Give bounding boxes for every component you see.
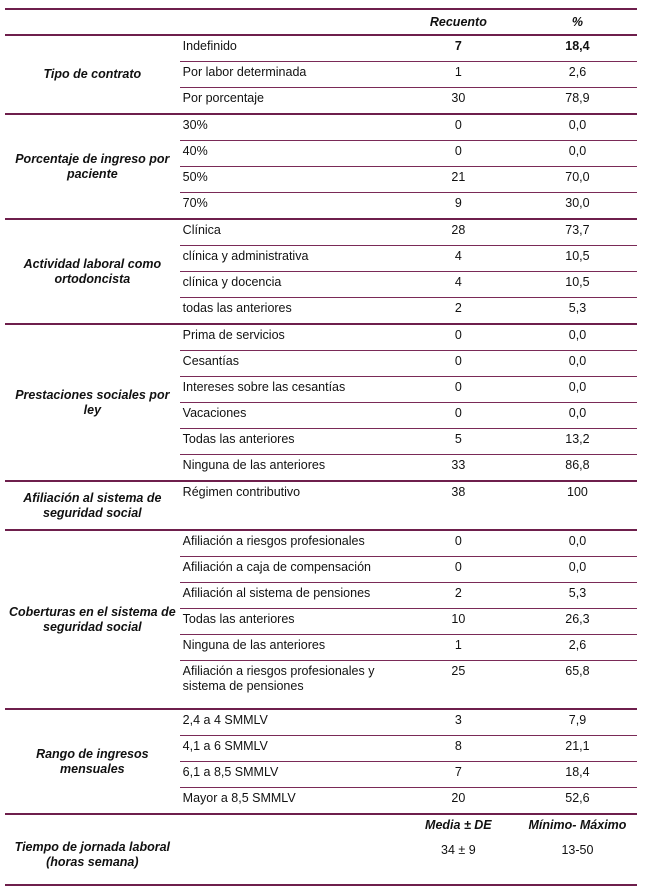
row-item: Afiliación a riesgos profesionales y sistema de pensiones <box>180 661 399 710</box>
row-pct: 26,3 <box>518 609 637 635</box>
group-label: Rango de ingresos mensuales <box>5 709 180 814</box>
row-count: 3 <box>399 709 518 736</box>
row-count: 4 <box>399 272 518 298</box>
row-pct: 21,1 <box>518 736 637 762</box>
row-count: 0 <box>399 324 518 351</box>
row-item: Mayor a 8,5 SMMLV <box>180 788 399 815</box>
row-pct: 0,0 <box>518 114 637 141</box>
row-count: 0 <box>399 403 518 429</box>
row-count: 25 <box>399 661 518 710</box>
row-pct: 0,0 <box>518 351 637 377</box>
row-count: 2 <box>399 583 518 609</box>
row-item: Todas las anteriores <box>180 609 399 635</box>
row-item: 70% <box>180 193 399 220</box>
row-item: Por porcentaje <box>180 88 399 115</box>
row-pct: 73,7 <box>518 219 637 246</box>
header-range: Mínimo- Máximo <box>518 814 637 840</box>
row-count: 0 <box>399 377 518 403</box>
row-pct: 5,3 <box>518 298 637 325</box>
group-label: Tipo de contrato <box>5 35 180 114</box>
row-item: Afiliación al sistema de pensiones <box>180 583 399 609</box>
row-count: 38 <box>399 481 518 530</box>
footer-range: 13-50 <box>518 840 637 885</box>
row-count: 4 <box>399 246 518 272</box>
row-count: 5 <box>399 429 518 455</box>
header-pct: % <box>571 15 584 29</box>
row-count: 2 <box>399 298 518 325</box>
row-item: Intereses sobre las cesantías <box>180 377 399 403</box>
footer-label: Tiempo de jornada laboral (horas semana) <box>5 840 180 885</box>
row-item: Cesantías <box>180 351 399 377</box>
row-count: 20 <box>399 788 518 815</box>
table-row <box>5 35 637 62</box>
row-pct: 70,0 <box>518 167 637 193</box>
row-count: 21 <box>399 167 518 193</box>
table-row <box>5 219 637 246</box>
row-item: clínica y docencia <box>180 272 399 298</box>
row-item: Prima de servicios <box>180 324 399 351</box>
row-count: 9 <box>399 193 518 220</box>
row-item: Indefinido <box>180 35 399 62</box>
header-count: Recuento <box>429 15 487 29</box>
row-count: 0 <box>399 114 518 141</box>
table-row <box>5 114 637 141</box>
row-item: Afiliación a caja de compensación <box>180 557 399 583</box>
group-label: Coberturas en el sistema de seguridad social <box>5 530 180 709</box>
row-item: todas las anteriores <box>180 298 399 325</box>
row-pct: 2,6 <box>518 635 637 661</box>
row-count: 0 <box>399 530 518 557</box>
row-pct: 0,0 <box>518 403 637 429</box>
footer-row <box>5 840 637 885</box>
row-count: 0 <box>399 351 518 377</box>
group-label: Porcentaje de ingreso por paciente <box>5 114 180 219</box>
row-count: 30 <box>399 88 518 115</box>
row-item: 2,4 a 4 SMMLV <box>180 709 399 736</box>
row-pct: 2,6 <box>518 62 637 88</box>
row-count: 7 <box>399 35 518 62</box>
footer-mean: 34 ± 9 <box>399 840 518 885</box>
row-pct: 0,0 <box>518 141 637 167</box>
group-label: Afiliación al sistema de seguridad social <box>5 481 180 530</box>
row-pct: 78,9 <box>518 88 637 115</box>
row-item: 6,1 a 8,5 SMMLV <box>180 762 399 788</box>
header-mean: Media ± DE <box>399 814 518 840</box>
row-pct: 0,0 <box>518 377 637 403</box>
row-pct: 65,8 <box>518 661 637 710</box>
table-row <box>5 481 637 530</box>
table-header-row <box>5 9 637 35</box>
row-count: 28 <box>399 219 518 246</box>
row-count: 33 <box>399 455 518 482</box>
row-item: Régimen contributivo <box>180 481 399 530</box>
footer-header-row <box>5 814 637 840</box>
table-row <box>5 324 637 351</box>
table-row <box>5 709 637 736</box>
group-label: Prestaciones sociales por ley <box>5 324 180 481</box>
row-item: Ninguna de las anteriores <box>180 455 399 482</box>
row-pct: 0,0 <box>518 530 637 557</box>
row-pct: 13,2 <box>518 429 637 455</box>
row-item: Afiliación a riesgos profesionales <box>180 530 399 557</box>
row-count: 0 <box>399 557 518 583</box>
row-item: Vacaciones <box>180 403 399 429</box>
results-table <box>5 8 637 886</box>
row-count: 8 <box>399 736 518 762</box>
row-count: 1 <box>399 62 518 88</box>
row-item: 4,1 a 6 SMMLV <box>180 736 399 762</box>
row-pct: 18,4 <box>518 35 637 62</box>
row-pct: 0,0 <box>518 557 637 583</box>
row-count: 7 <box>399 762 518 788</box>
row-pct: 52,6 <box>518 788 637 815</box>
row-pct: 7,9 <box>518 709 637 736</box>
table-row <box>5 530 637 557</box>
row-pct: 30,0 <box>518 193 637 220</box>
row-item: Clínica <box>180 219 399 246</box>
row-pct: 100 <box>518 481 637 530</box>
row-item: 40% <box>180 141 399 167</box>
row-item: Por labor determinada <box>180 62 399 88</box>
row-pct: 5,3 <box>518 583 637 609</box>
row-item: 30% <box>180 114 399 141</box>
row-count: 10 <box>399 609 518 635</box>
row-item: Todas las anteriores <box>180 429 399 455</box>
group-label: Actividad laboral como ortodoncista <box>5 219 180 324</box>
row-pct: 10,5 <box>518 246 637 272</box>
row-pct: 18,4 <box>518 762 637 788</box>
row-pct: 86,8 <box>518 455 637 482</box>
row-item: 50% <box>180 167 399 193</box>
row-count: 0 <box>399 141 518 167</box>
row-pct: 0,0 <box>518 324 637 351</box>
row-item: clínica y administrativa <box>180 246 399 272</box>
row-count: 1 <box>399 635 518 661</box>
row-pct: 10,5 <box>518 272 637 298</box>
row-item: Ninguna de las anteriores <box>180 635 399 661</box>
